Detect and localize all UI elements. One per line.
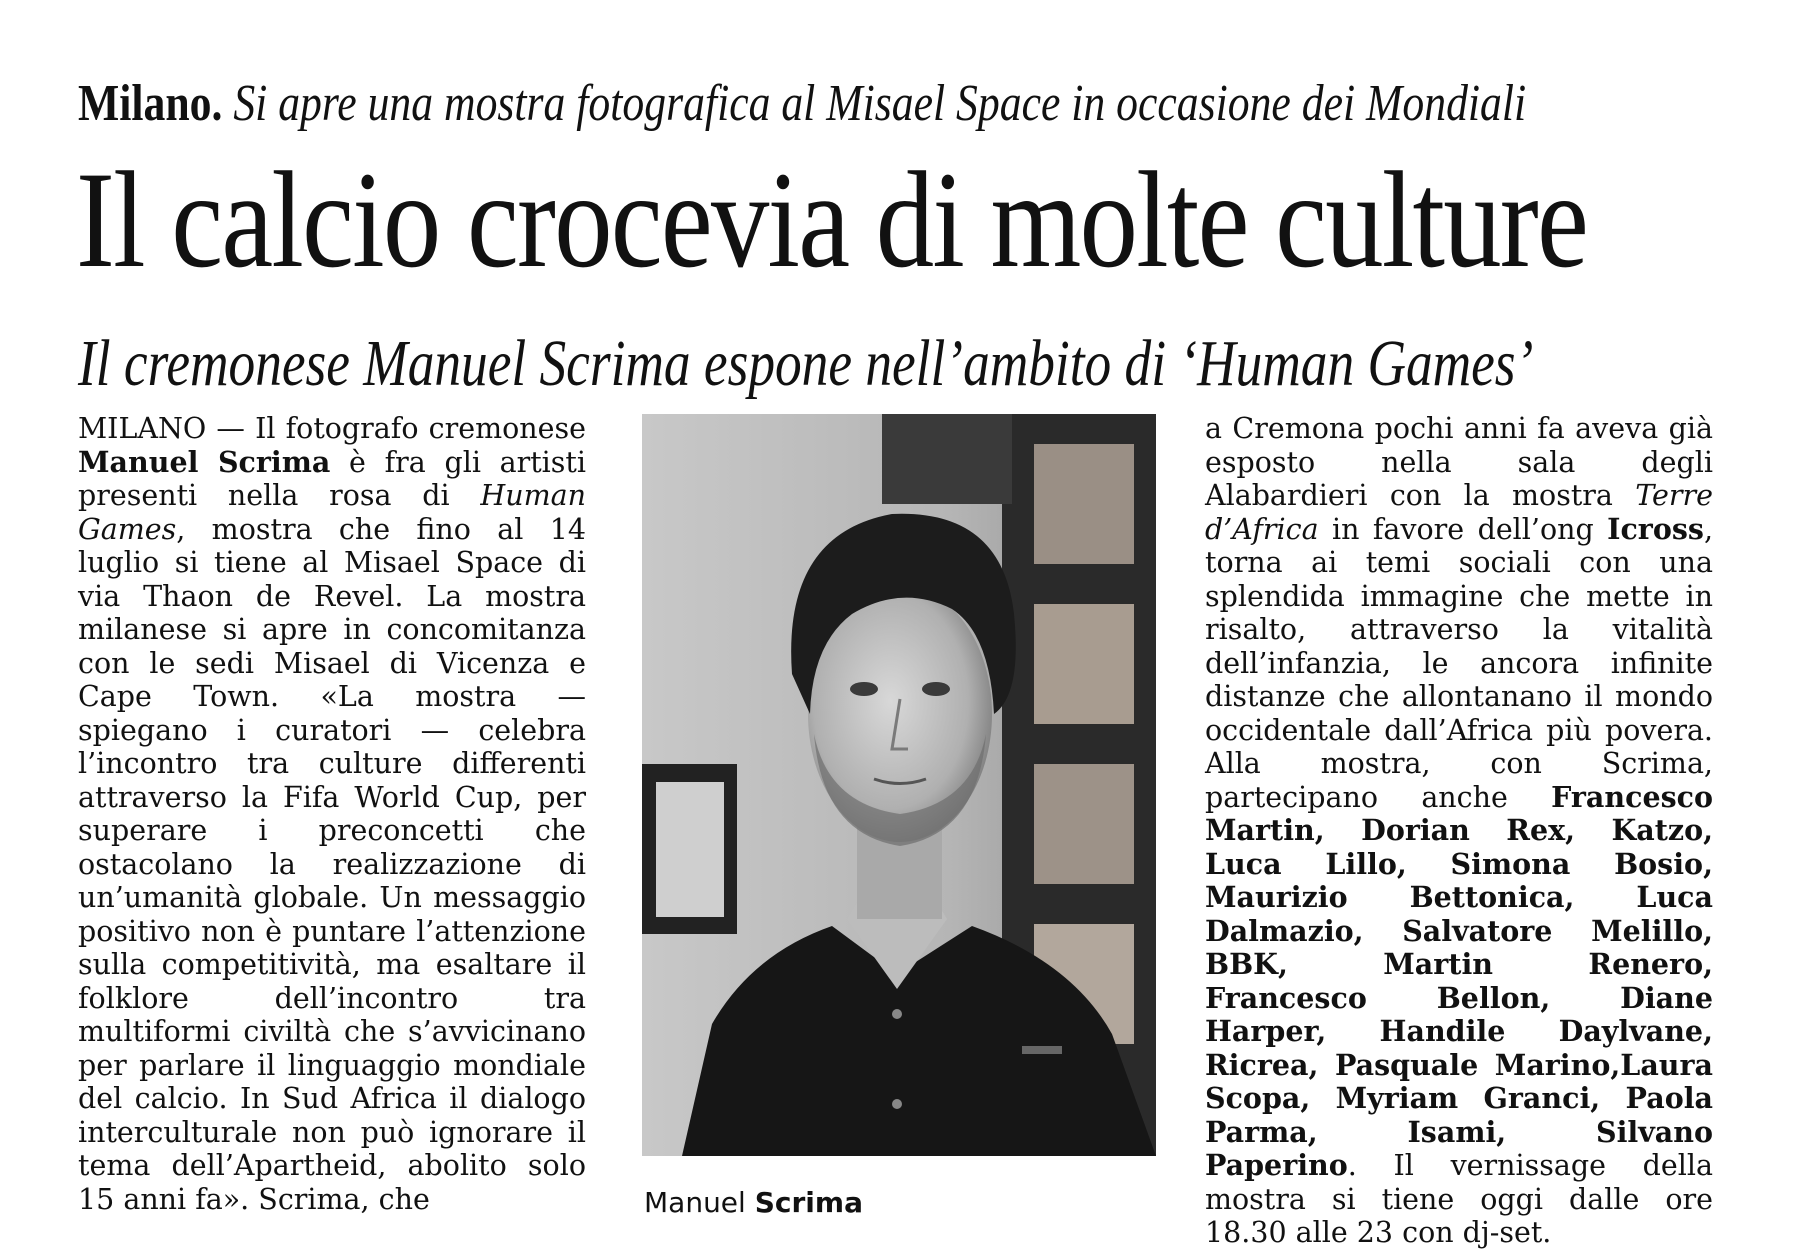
text-run: a Cremona pochi anni fa aveva già esposto nella sala degli Alabardieri con la mostra (1205, 412, 1713, 512)
text-run: , mostra che fino al 14 luglio si tiene al Misael Space di via Thaon de Revel. La mostra milanese si apre in concomitanza con le sedi Misael di Vicenza e Cape Town. «La mostra — spiegano i curatori — celebra l’incontro tra culture differenti attraverso la Fifa World Cup, per superare i preconcetti che ostacolano la realizzazione di un’umanità globale. Un messaggio positivo non è puntare l’attenzione sulla competitività, ma esaltare il folklore dell’incontro tra multiformi civiltà che s’avvicinano per parlare il linguaggio mondiale del calcio. In Sud Africa il dialogo interculturale non può ignorare il tema dell’Apartheid, abolito solo 15 anni fa». Scrima, che (78, 512, 586, 1216)
text-run: Manuel Scrima (78, 444, 331, 479)
article-column-right (1205, 412, 1713, 1250)
article-paragraph-2 (1205, 412, 1713, 1250)
article-column-left (78, 412, 586, 1216)
text-run: Terre d’Africa (1205, 479, 1713, 546)
caption-first-name: Manuel (644, 1186, 746, 1219)
text-run: Icross (1607, 511, 1704, 546)
text-run: Francesco Martin, Dorian Rex, Katzo, Luca Lillo, Simona Bosio, Maurizio Bettonica, Luca Dalmazio, Salvatore Melillo, BBK, Martin Renero, Francesco Bellon, Diane Harper, Handile Daylvane, Ricrea, Pasquale Marino,Laura Scopa, Myriam Granci, Paola Parma, Isami, Silvano Paperino (1205, 779, 1713, 1182)
kicker-place: Milano. (78, 75, 223, 132)
caption-surname: Scrima (754, 1186, 863, 1219)
photo-caption (644, 1186, 863, 1220)
subheadline: Il cremonese Manuel Scrima espone nell’ambito di ‘Human Games’ (78, 327, 1534, 400)
text-run: MILANO — Il fotografo cremonese (78, 412, 586, 445)
text-run: , torna ai temi sociali con una splendida immagine che mette in risalto, attraverso la vitalità dell’infanzia, le ancora infinite distanze che allontanano il mondo occidentale dall’Africa più povera. Alla mostra, con Scrima, partecipano anche (1205, 512, 1713, 814)
headline: Il calcio crocevia di molte culture (76, 143, 1588, 296)
article-paragraph-1 (78, 412, 586, 1216)
text-run: . Il vernissage della mostra si tiene oggi dalle ore 18.30 alle 23 con dj-set. (1205, 1149, 1713, 1249)
kicker-text: Si apre una mostra fotografica al Misael Space in occasione dei Mondiali (233, 75, 1527, 132)
portrait-photo (642, 414, 1156, 1156)
kicker-line (78, 72, 1527, 136)
text-run: è fra gli artisti presenti nella rosa di (78, 445, 586, 512)
text-run: Human Games (78, 479, 586, 546)
text-run: in favore dell’ong (1318, 512, 1608, 546)
